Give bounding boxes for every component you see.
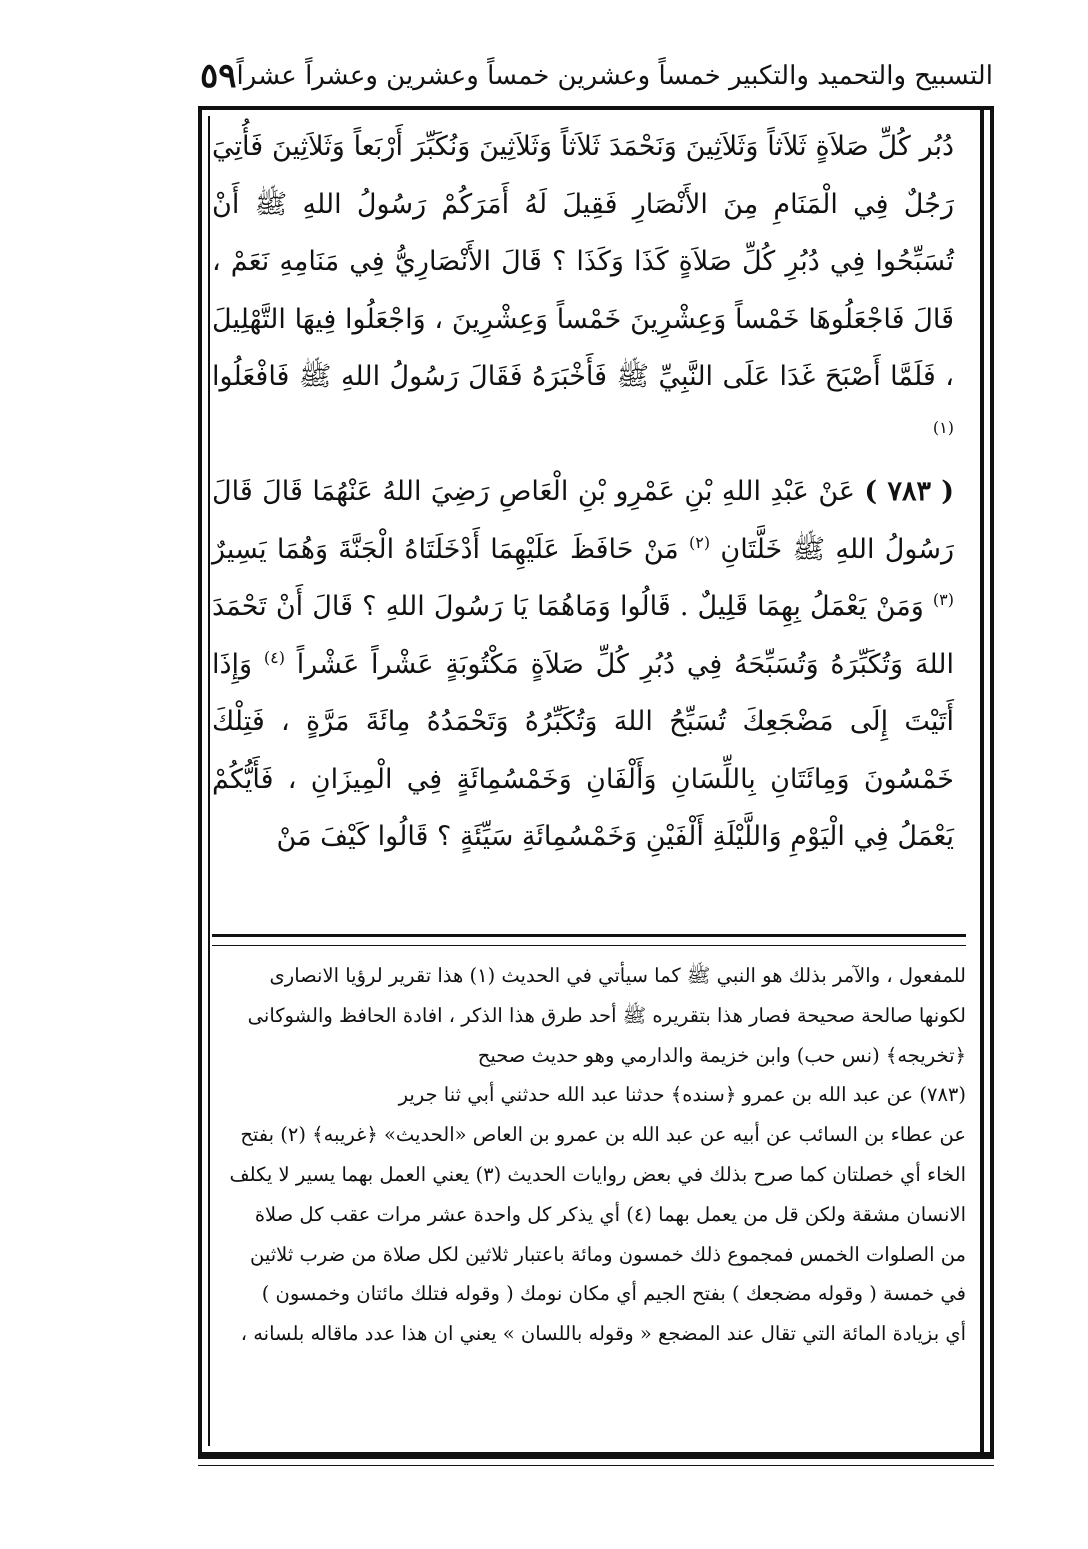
- footnote-line: عن عطاء بن السائب عن أبيه عن عبد الله بن عمرو بن العاص «الحديث» ﴿غريبه﴾ (٢) بفتح: [240, 1123, 966, 1147]
- footnote-line: ﴿تخريجه﴾ (نس حب) وابن خزيمة والدارمي وهو حديث صحيح: [477, 1043, 966, 1067]
- hadith-number: ( ٧٨٣ ): [864, 476, 954, 507]
- hadith-paragraph-1: [212, 118, 954, 463]
- footnote-line: أي بزيادة المائة التي تقال عند المضجع « وقوله باللسان » يعني ان هذا عدد ماقاله بلسانه ،: [240, 1322, 966, 1346]
- hadith-text: [212, 118, 954, 866]
- hadith-paragraph-2: [212, 463, 954, 866]
- footnote-mark-3: (٣): [932, 590, 954, 609]
- footnote-line: من الصلوات الخمس فمجموع ذلك خمسون ومائة باعتبار ثلاثين لكل صلاة من ضرب ثلاثين: [250, 1242, 966, 1266]
- running-head: [200, 52, 993, 100]
- chapter-title: التسبيح والتحميد والتكبير خمساً وعشرين خمساً وعشرين وعشراً عشراً: [236, 61, 993, 91]
- footnote-line: الخاء أي خصلتان كما صرح بذلك في بعض روايات الحديث (٣) يعني العمل بهما يسير لا يكلف: [229, 1162, 966, 1186]
- footnote-mark-1: (١): [932, 417, 954, 437]
- frame-right-rule: [980, 106, 984, 1456]
- footnote-line: (٧٨٣) عن عبد الله بن عمرو ﴿سنده﴾ حدثنا عبد الله حدثني أبي ثنا جرير: [398, 1083, 966, 1107]
- hadith-782-ending: دُبُر كُلِّ صَلاَةٍ ثَلاَثاً وَثَلاَثِينَ وَنَحْمَدَ ثَلاَثاً وَثَلاَثِينَ وَنُكَبِّرَ أَرْبَعاً وَثَلاَثِينَ فَأُتِيَ رَجُلٌ فِي الْمَنَامِ مِنَ الأَنْصَارِ فَقِيلَ لَهُ أَمَرَكُمْ رَسُولُ اللهِ ﷺ أَنْ تُسَبِّحُوا فِي دُبُرِ كُلِّ صَلاَةٍ كَذَا وَكَذَا ؟ قَالَ الأَنْصَارِيُّ فِي مَنَامِهِ نَعَمْ ، قَالَ فَاجْعَلُوهَا خَمْساً وَعِشْرِينَ خَمْساً وَعِشْرِينَ ، وَاجْعَلُوا فِيهَا التَّهْلِيلَ ، فَلَمَّا أَصْبَحَ غَدَا عَلَى النَّبِيِّ ﷺ فَأَخْبَرَهُ فَقَالَ رَسُولُ اللهِ ﷺ فَافْعَلُوا: [212, 131, 954, 392]
- bottom-rule: [198, 1456, 994, 1466]
- footnote-mark-4: (٤): [263, 647, 285, 667]
- hadith-783-part-1: عَنْ عَبْدِ اللهِ بْنِ عَمْرِو بْنِ الْعَاصِ رَضِيَ اللهُ عَنْهُمَا قَالَ قَالَ رَسُولُ اللهِ ﷺ خَلَّتَانِ: [212, 476, 954, 565]
- hadith-783-part-4: وَإِذَا أَتَيْتَ إِلَى مَضْجَعِكَ تُسَبِّحُ اللهَ وَتُكَبِّرُهُ وَتَحْمَدُهُ مِائَةَ مَرَّةٍ ، فَتِلْكَ خَمْسُونَ وَمِائَتَانِ بِاللِّسَانِ وَأَلْفَانِ وَخَمْسُمِائَةٍ فِي الْمِيزَانِ ، فَأَيُّكُمْ يَعْمَلُ فِي الْيَوْمِ وَاللَّيْلَةِ أَلْفَيْنِ وَخَمْسُمِائَةِ سَيِّئَةٍ ؟ قَالُوا كَيْفَ مَنْ: [212, 648, 954, 852]
- hadith-783-part-3: وَمَنْ يَعْمَلُ بِهِمَا قَلِيلٌ . قَالُوا وَمَاهُمَا يَا رَسُولَ اللهِ ؟ قَالَ أَنْ تَحْمَدَ اللهَ وَتُكَبِّرَهُ وَتُسَبِّحَهُ فِي دُبُرِ كُلِّ صَلاَةٍ مَكْتُوبَةٍ عَشْراً عَشْراً: [212, 591, 954, 680]
- hadith-783-part-2: مَنْ حَافَظَ عَلَيْهِمَا أَدْخَلَتَاهُ الْجَنَّةَ وَهُمَا يَسِيرٌ: [212, 533, 679, 565]
- footnote-mark-2: (٢): [689, 532, 711, 552]
- footnote-line: في خمسة ( وقوله مضجعك ) بفتح الجيم أي مكان نومك ( وقوله فتلك مائتان وخمسون ): [261, 1282, 966, 1306]
- footnote-separator: [212, 934, 966, 946]
- footnote-line: لكونها صالحة صحيحة فصار هذا بتقريره ﷺ أحد طرق هذا الذكر ، افادة الحافظ والشوكانى: [247, 1003, 966, 1027]
- footnotes: [212, 956, 966, 1354]
- footnote-line: الانسان مشقة ولكن قل من يعمل بهما (٤) أي يذكر كل واحدة عشر مرات عقب كل صلاة: [254, 1202, 966, 1226]
- page-number: ٥٩: [200, 56, 237, 96]
- footnote-line: للمفعول ، والآمر بذلك هو النبي ﷺ كما سيأتي في الحديث (١) هذا تقرير لرؤيا الانصارى: [269, 964, 966, 987]
